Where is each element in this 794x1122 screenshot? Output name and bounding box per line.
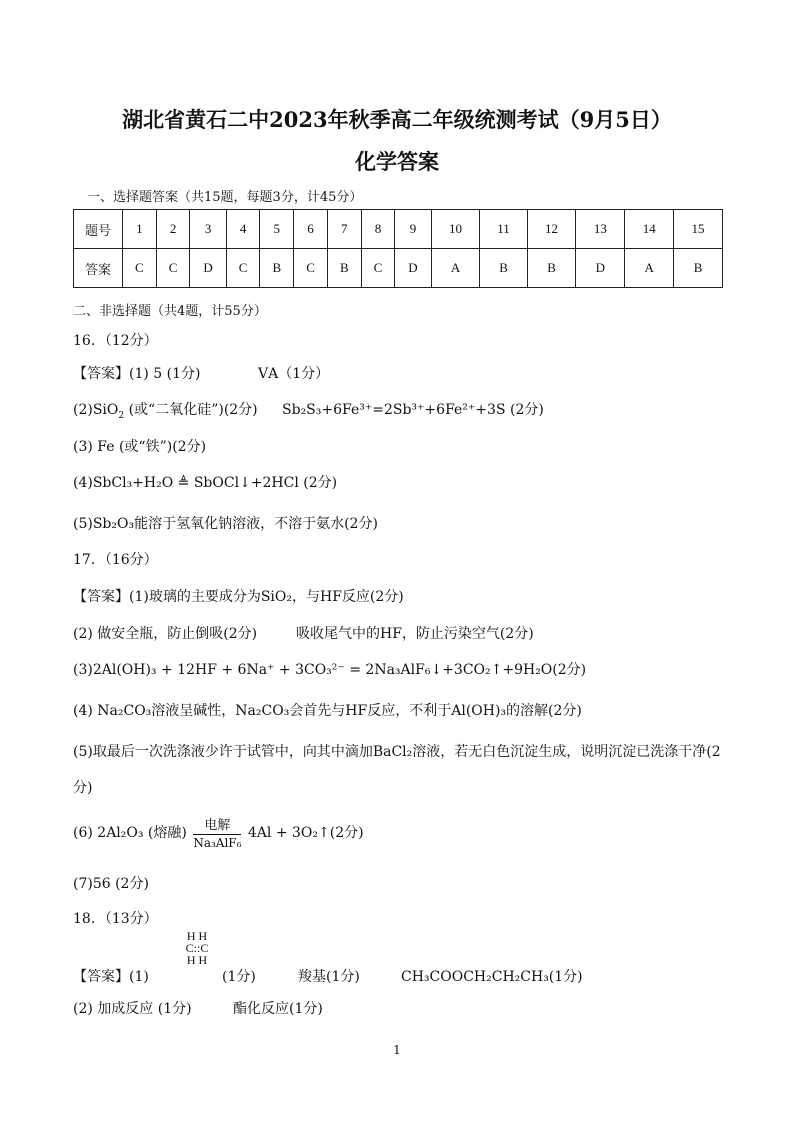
q17-answer-6-rhs: 4Al + 3O₂↑(2分) xyxy=(247,825,364,841)
q17-answer-2a: (2) 做安全瓶，防止倒吸(2分) xyxy=(73,626,258,642)
lewis-top: H H xyxy=(186,929,208,943)
q16-answer-2a-formula: (2)SiO xyxy=(73,402,119,418)
table-cell: 14 xyxy=(625,210,674,249)
q17-answer-3: (3)2Al(OH)₃ + 12HF + 6Na⁺ + 3CO₃²⁻ = 2Na₃AlF₆↓+3CO₂↑+9H₂O(2分) xyxy=(73,662,587,678)
page-title: 湖北省黄石二中2023年秋季高二年级统测考试（9月5日） xyxy=(122,107,672,132)
table-header-cell: 答案 xyxy=(74,249,123,288)
q17-answer-5a: (5)取最后一次洗涤液少许于试管中，向其中滴加BaCl₂溶液，若无白色沉淀生成，说明沉淀已洗涤干净(2 xyxy=(73,744,721,760)
table-cell: 15 xyxy=(674,210,723,249)
table-cell: 10 xyxy=(431,210,480,249)
q16-answer-3: (3) Fe (或“铁”)(2分) xyxy=(73,439,207,455)
q18-answer-1a: 【答案】(1) xyxy=(73,969,149,985)
table-cell: 11 xyxy=(480,210,527,249)
table-cell: B xyxy=(674,249,723,288)
table-cell: 1 xyxy=(123,210,157,249)
table-cell: D xyxy=(576,249,625,288)
table-cell: A xyxy=(431,249,480,288)
table-cell: 7 xyxy=(327,210,361,249)
table-cell: 6 xyxy=(294,210,328,249)
q18-answer-2b: 酯化反应(1分) xyxy=(233,1001,323,1017)
ethylene-lewis-structure xyxy=(183,930,211,966)
q17-heading: 17．（16分） xyxy=(73,552,158,568)
q16-answer-5: (5)Sb₂O₃能溶于氢氧化钠溶液，不溶于氨水(2分) xyxy=(73,516,378,532)
table-cell: 9 xyxy=(395,210,431,249)
q18-answer-1b: (1分) xyxy=(222,969,256,985)
table-cell: D xyxy=(395,249,431,288)
section-heading-nonchoice: 二、非选择题（共4题，计55分） xyxy=(73,304,267,319)
q17-answer-1: 【答案】(1)玻璃的主要成分为SiO₂，与HF反应(2分) xyxy=(73,589,404,605)
table-cell: 4 xyxy=(226,210,260,249)
q18-answer-1d: CH₃COOCH₂CH₂CH₃(1分) xyxy=(401,969,583,985)
table-cell: 3 xyxy=(190,210,226,249)
table-cell: B xyxy=(327,249,361,288)
section-heading-choice: 一、选择题答案（共15题，每题3分，计45分） xyxy=(87,190,363,205)
q16-answer-1a: 【答案】(1) 5 (1分) xyxy=(73,366,201,382)
table-row-numbers xyxy=(74,210,723,249)
table-cell: 12 xyxy=(527,210,576,249)
q18-answer-2a: (2) 加成反应 (1分) xyxy=(73,1001,192,1017)
q18-heading: 18．（13分） xyxy=(73,911,158,927)
q16-answer-2b: Sb₂S₃+6Fe³⁺=2Sb³⁺+6Fe²⁺+3S (2分) xyxy=(282,402,544,418)
table-cell: C xyxy=(361,249,395,288)
lewis-middle: C::C xyxy=(185,941,209,955)
table-cell: 13 xyxy=(576,210,625,249)
reaction-condition-bottom: Na₃AlF₆ xyxy=(193,836,242,850)
table-cell: B xyxy=(260,249,294,288)
q16-heading: 16．（12分） xyxy=(73,333,158,349)
table-cell: B xyxy=(480,249,527,288)
reaction-condition-fraction xyxy=(193,814,241,850)
reaction-condition-top: 电解 xyxy=(193,814,241,835)
table-row-answers xyxy=(74,249,723,288)
q18-answer-1c: 羧基(1分) xyxy=(298,969,360,985)
table-cell: B xyxy=(527,249,576,288)
table-cell: C xyxy=(294,249,328,288)
table-cell: 8 xyxy=(361,210,395,249)
answer-table xyxy=(73,209,723,288)
table-header-cell: 题号 xyxy=(74,210,123,249)
q16-answer-2a-note: (或“二氧化硅”)(2分) xyxy=(124,402,258,418)
table-cell: 5 xyxy=(260,210,294,249)
q16-answer-4: (4)SbCl₃+H₂O ≜ SbOCl↓+2HCl (2分) xyxy=(73,475,338,491)
page-number: 1 xyxy=(393,1043,401,1057)
table-cell: 2 xyxy=(156,210,190,249)
table-cell: D xyxy=(190,249,226,288)
q17-answer-5b: 分) xyxy=(73,780,93,796)
q17-answer-6-lhs: (6) 2Al₂O₃ (熔融) xyxy=(73,825,187,841)
q17-answer-2b: 吸收尾气中的HF，防止污染空气(2分) xyxy=(296,626,534,642)
table-cell: C xyxy=(123,249,157,288)
table-cell: C xyxy=(226,249,260,288)
q17-answer-7: (7)56 (2分) xyxy=(73,876,149,892)
page-subtitle: 化学答案 xyxy=(355,149,439,174)
q16-answer-2a: (2)SiO$_2$ (或“二氧化硅”)(2分) xyxy=(73,402,258,421)
q16-answer-1b: ⅤA（1分） xyxy=(258,366,330,382)
q17-answer-4: (4) Na₂CO₃溶液呈碱性，Na₂CO₃会首先与HF反应，不利于Al(OH)₃的溶解(2分) xyxy=(73,703,582,719)
lewis-bottom: H H xyxy=(186,953,208,967)
table-cell: C xyxy=(156,249,190,288)
table-cell: A xyxy=(625,249,674,288)
q17-answer-6 xyxy=(73,814,364,850)
